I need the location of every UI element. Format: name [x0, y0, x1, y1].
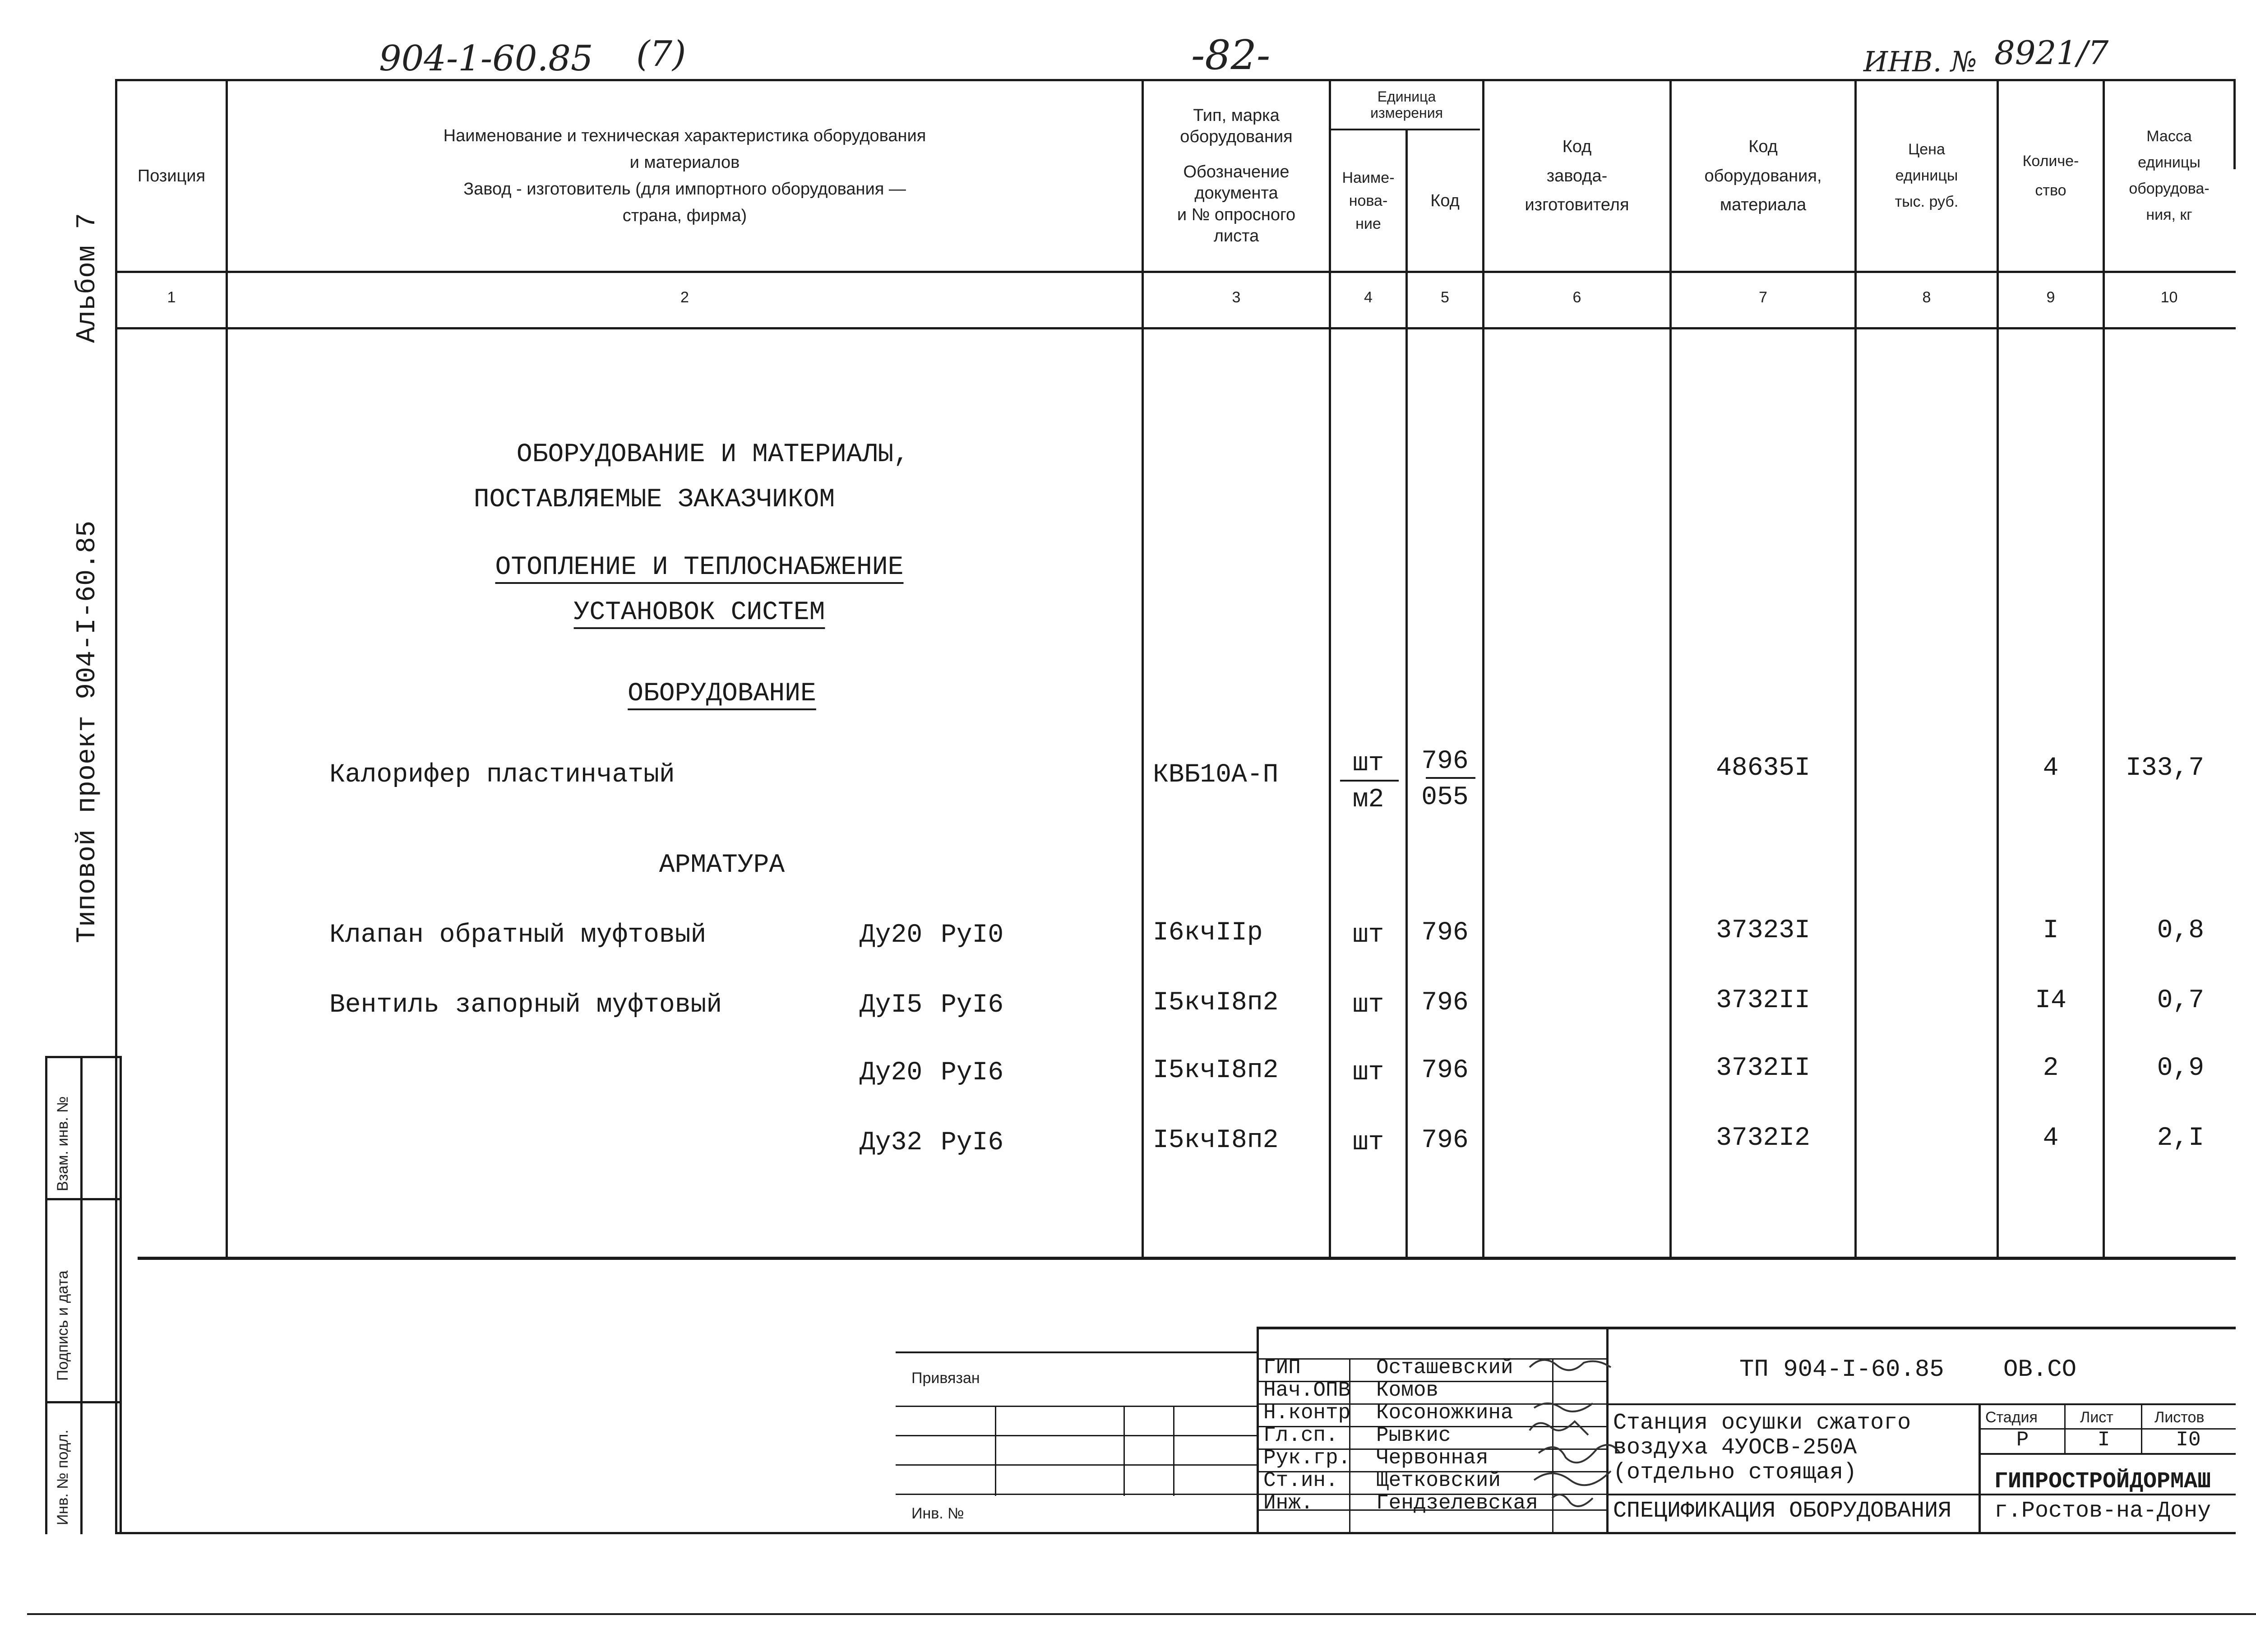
role-gl-sp: Гл.сп. [1263, 1424, 1338, 1447]
podpis-data-label: Подпись и дата [54, 1270, 71, 1381]
row-2-name: Вентиль запорный муфтовый [329, 990, 722, 1020]
row-1-mat-code: 37323I [1716, 916, 1810, 945]
name-chervonnaya: Червонная [1376, 1446, 1489, 1470]
stage-value: Р [2016, 1428, 2029, 1452]
row-3-param2: РуI6 [941, 1058, 1004, 1087]
colnum-5: 5 [1441, 289, 1449, 306]
row-4-type: I5кчI8п2 [1153, 1126, 1279, 1155]
role-ruk-gr: Рук.гр. [1263, 1446, 1351, 1470]
row-1-unit: шт [1352, 921, 1384, 950]
object-line-3: (отдельно стоящая) [1613, 1460, 1857, 1485]
role-st-in: Ст.ин. [1263, 1469, 1338, 1492]
row-2-param1: ДуI5 [860, 990, 923, 1020]
name-gendzelevskaya: Гендзелевская [1376, 1491, 1538, 1515]
header-price: Цена единицы тыс. руб. [1895, 141, 1959, 210]
organization-city: г.Ростов-на-Дону [1994, 1498, 2211, 1524]
album-label: Альбом 7 [72, 213, 103, 343]
doc-code: ТП 904-I-60.85 [1739, 1356, 1944, 1384]
colnum-8: 8 [1922, 289, 1931, 306]
header-unit-name: Наиме- нова- ние [1342, 169, 1395, 232]
row-4-unit: шт [1352, 1128, 1384, 1157]
row-0-mat-code: 48635I [1716, 754, 1810, 783]
colnum-9: 9 [2046, 289, 2055, 306]
header-equipment-code: Код оборудования, материала [1704, 137, 1822, 215]
colnum-7: 7 [1759, 289, 1767, 306]
row-3-type: I5кчI8п2 [1153, 1056, 1279, 1085]
object-line-1: Станция осушки сжатого [1613, 1410, 1911, 1436]
body-bottom [138, 1257, 2236, 1260]
row-3-mat-code: 3732II [1716, 1054, 1810, 1083]
colnum-10: 10 [2160, 289, 2178, 306]
role-gip: ГИП [1263, 1356, 1301, 1379]
header-mass: Масса единицы оборудова- ния, кг [2129, 128, 2210, 223]
section-fittings: АРМАТУРА [659, 851, 785, 880]
doc-title: СПЕЦИФИКАЦИЯ ОБОРУДОВАНИЯ [1613, 1498, 1952, 1524]
row-2-param2: РуI6 [941, 990, 1004, 1020]
row-3-code: 796 [1421, 1056, 1469, 1085]
colnum-3: 3 [1232, 289, 1241, 306]
row-2-mass: 0,7 [2157, 986, 2204, 1015]
name-komov: Комов [1376, 1379, 1439, 1402]
colnum-bottom [115, 327, 2236, 329]
header-name: Наименование и техническая характеристика оборудования и материалов Завод - изготовитель (для импортного оборудования — страна, фирма) [443, 126, 926, 225]
vzam-inv-label: Взам. инв. № [54, 1096, 71, 1191]
doc-suffix: ОВ.СО [2003, 1356, 2077, 1384]
row-1-mass: 0,8 [2157, 916, 2204, 945]
body-title-1: ОБОРУДОВАНИЕ И МАТЕРИАЛЫ, [516, 440, 910, 469]
role-inzh: Инж. [1263, 1491, 1313, 1515]
inv-no-label: Инв. № [911, 1505, 964, 1522]
row-4-mass: 2,I [2157, 1124, 2204, 1153]
row-4-mat-code: 3732I2 [1716, 1124, 1810, 1153]
row-3-unit: шт [1352, 1058, 1384, 1087]
name-ostashevsky: Осташевский [1376, 1356, 1513, 1379]
section-heating: ОТОПЛЕНИЕ И ТЕПЛОСНАБЖЕНИЕ [495, 553, 904, 582]
colnum-4: 4 [1364, 289, 1373, 306]
row-3-param1: Ду20 [860, 1058, 923, 1087]
row-1-qty: I [2043, 916, 2059, 945]
privyazan-label: Привязан [911, 1370, 980, 1387]
colnum-1: 1 [167, 289, 176, 306]
page-number-handwritten: -82- [1191, 32, 1271, 79]
row-0-mass: I33,7 [2125, 754, 2204, 783]
row-0-unit: шт [1352, 749, 1384, 778]
sheet-mark-handwritten: (7) [636, 34, 686, 74]
row-0-code: 796 [1421, 747, 1469, 776]
section-equipment: ОБОРУДОВАНИЕ [628, 679, 816, 708]
frame-right [2233, 79, 2236, 169]
header-unit-group: Единица измерения [1370, 88, 1443, 121]
row-2-type: I5кчI8п2 [1153, 988, 1279, 1018]
inv-podl-label: Инв. № подл. [54, 1430, 71, 1525]
row-4-qty: 4 [2043, 1124, 2059, 1153]
colnum-2: 2 [680, 289, 689, 306]
row-0-unit2: м2 [1352, 785, 1384, 814]
body-title-2: ПОСТАВЛЯЕМЫЕ ЗАКАЗЧИКОМ [473, 485, 835, 514]
name-kosonozhkina: Косоножкина [1376, 1401, 1513, 1425]
role-n-kontr: Н.контр [1263, 1401, 1351, 1425]
organization: ГИПРОСТРОЙДОРМАШ [1994, 1469, 2211, 1495]
header-unit-code: Код [1430, 191, 1460, 210]
header-position: Позиция [137, 166, 206, 185]
inv-number-handwritten: 8921/7 [1994, 34, 2109, 72]
sheets-label: Листов [2154, 1409, 2205, 1426]
colnum-6: 6 [1572, 289, 1581, 306]
row-1-name: Клапан обратный муфтовый [329, 921, 707, 950]
object-line-2: воздуха 4УОСВ-250А [1613, 1435, 1857, 1461]
row-1-param1: Ду20 [860, 921, 923, 950]
sheet-label: Лист [2080, 1409, 2113, 1426]
row-1-type: I6кчIIр [1153, 918, 1263, 948]
row-2-mat-code: 3732II [1716, 986, 1810, 1015]
header-factory-code: Код завода- изготовителя [1525, 137, 1629, 215]
row-0-qty: 4 [2043, 754, 2059, 783]
row-2-qty: I4 [2035, 986, 2066, 1015]
row-1-param2: РуI0 [941, 921, 1004, 950]
header-quantity: Количе- ство [2022, 153, 2079, 199]
frame-bottom [115, 1532, 2236, 1534]
header-type: Тип, марка оборудования Обозначение документа и № опросного листа [1177, 106, 1296, 245]
row-1-code: 796 [1421, 918, 1469, 948]
name-ryvkis: Рывкис [1376, 1424, 1451, 1447]
sheet-value: I [2097, 1428, 2110, 1452]
row-2-unit: шт [1352, 990, 1384, 1020]
row-3-mass: 0,9 [2157, 1054, 2204, 1083]
section-systems: УСТАНОВОК СИСТЕМ [573, 598, 825, 627]
doc-code-handwritten: 904-1-60.85 [379, 38, 593, 79]
row-0-type: КВБ10А-П [1153, 760, 1279, 790]
row-2-code: 796 [1421, 988, 1469, 1018]
row-0-code2: 055 [1421, 783, 1469, 812]
row-0-name: Калорифер пластинчатый [329, 760, 675, 790]
role-nach-opv: Нач.ОПВ [1263, 1379, 1351, 1402]
name-shchetkovsky: Щетковский [1376, 1469, 1501, 1492]
row-4-param2: РуI6 [941, 1128, 1004, 1157]
sheets-value: I0 [2176, 1428, 2201, 1452]
row-3-qty: 2 [2043, 1054, 2059, 1083]
header-bottom [115, 271, 2236, 273]
stage-label: Стадия [1985, 1409, 2038, 1426]
row-4-param1: Ду32 [860, 1128, 923, 1157]
project-label: Типовой проект 904-I-60.85 [72, 520, 103, 943]
row-4-code: 796 [1421, 1126, 1469, 1155]
inv-label-handwritten: ИНВ. № [1863, 45, 1977, 78]
